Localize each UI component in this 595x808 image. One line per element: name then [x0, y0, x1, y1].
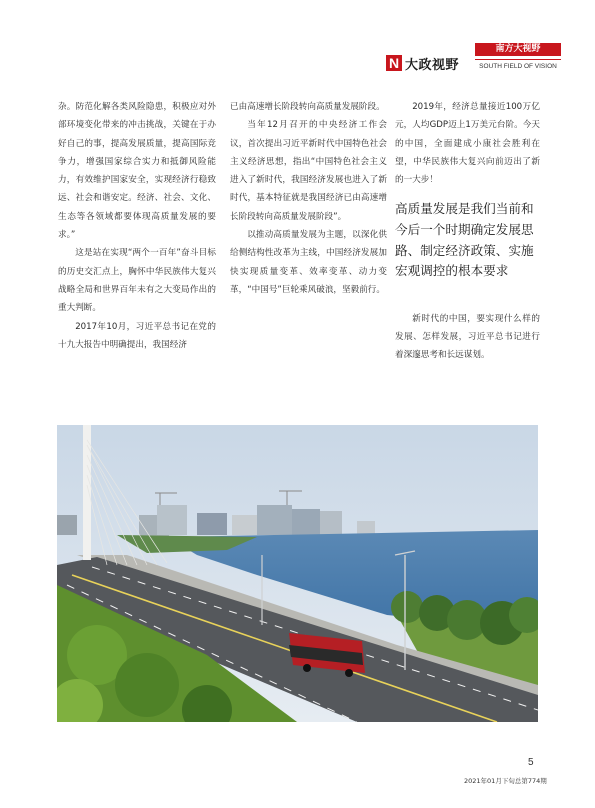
paragraph: 当年12月召开的中央经济工作会议，首次提出习近平新时代中国特色社会主义经济思想，指出“中国特色社会主义进入了新时代，我国经济发展也进入了新时代，基本特征就是我国经济已由高速增长阶段转向高质量发展阶段”。 — [230, 120, 387, 222]
issue-info: 2021年01月下旬总第774期 — [464, 777, 547, 785]
cityscape-photo — [57, 425, 538, 722]
page-number: 5 — [528, 757, 534, 768]
paragraph: 新时代的中国，要实现什么样的发展、怎样发展，习近平总书记进行着深邃思考和长远谋划。 — [395, 313, 540, 361]
article-column-1 — [58, 98, 216, 354]
brand-header — [386, 43, 568, 75]
bridge-road-lake-image — [57, 425, 538, 722]
paragraph: 2017年10月，习近平总书记在党的十九大报告中明确提出，我国经济 — [58, 321, 216, 350]
paragraph: 已由高速增长阶段转向高质量发展阶段。 — [230, 102, 385, 112]
magazine-english-name: SOUTH FIELD OF VISION — [475, 59, 561, 73]
magazine-name-tag: 南方大视野 — [475, 43, 561, 56]
paragraph: 这是站在实现“两个一百年”奋斗目标的历史交汇点上，胸怀中华民族伟大复兴战略全局和世界百年未有之大变局作出的重大判断。 — [58, 248, 216, 314]
magazine-logo-icon: N — [386, 55, 402, 71]
paragraph: 杂。防范化解各类风险隐患，积极应对外部环境变化带来的冲击挑战，关键在于办好自己的事，提高发展质量，提高国际竞争力，增强国家综合实力和抵御风险能力，有效维护国家安全，实现经济行稳致远、社会和谐安定。经济、社会、文化、生态等各领域都要体现高质量发展的要求。” — [58, 102, 216, 241]
section-title: 大政视野 — [405, 58, 460, 73]
article-column-3 — [395, 98, 540, 365]
paragraph: 以推动高质量发展为主题，以深化供给侧结构性改革为主线，中国经济发展加快实现质量变革、效率变革、动力变革，“中国号”巨轮乘风破浪，坚毅前行。 — [230, 230, 387, 295]
pull-quote: 高质量发展是我们当前和今后一个时期确定发展思路、制定经济政策、实施宏观调控的根本要求 — [395, 201, 534, 279]
paragraph: 2019年，经济总量接近100万亿元，人均GDP迈上1万美元台阶。今天的中国，全面建成小康社会胜利在望，中华民族伟大复兴向前迈出了新的一大步！ — [395, 102, 540, 186]
article-column-2 — [230, 98, 387, 299]
